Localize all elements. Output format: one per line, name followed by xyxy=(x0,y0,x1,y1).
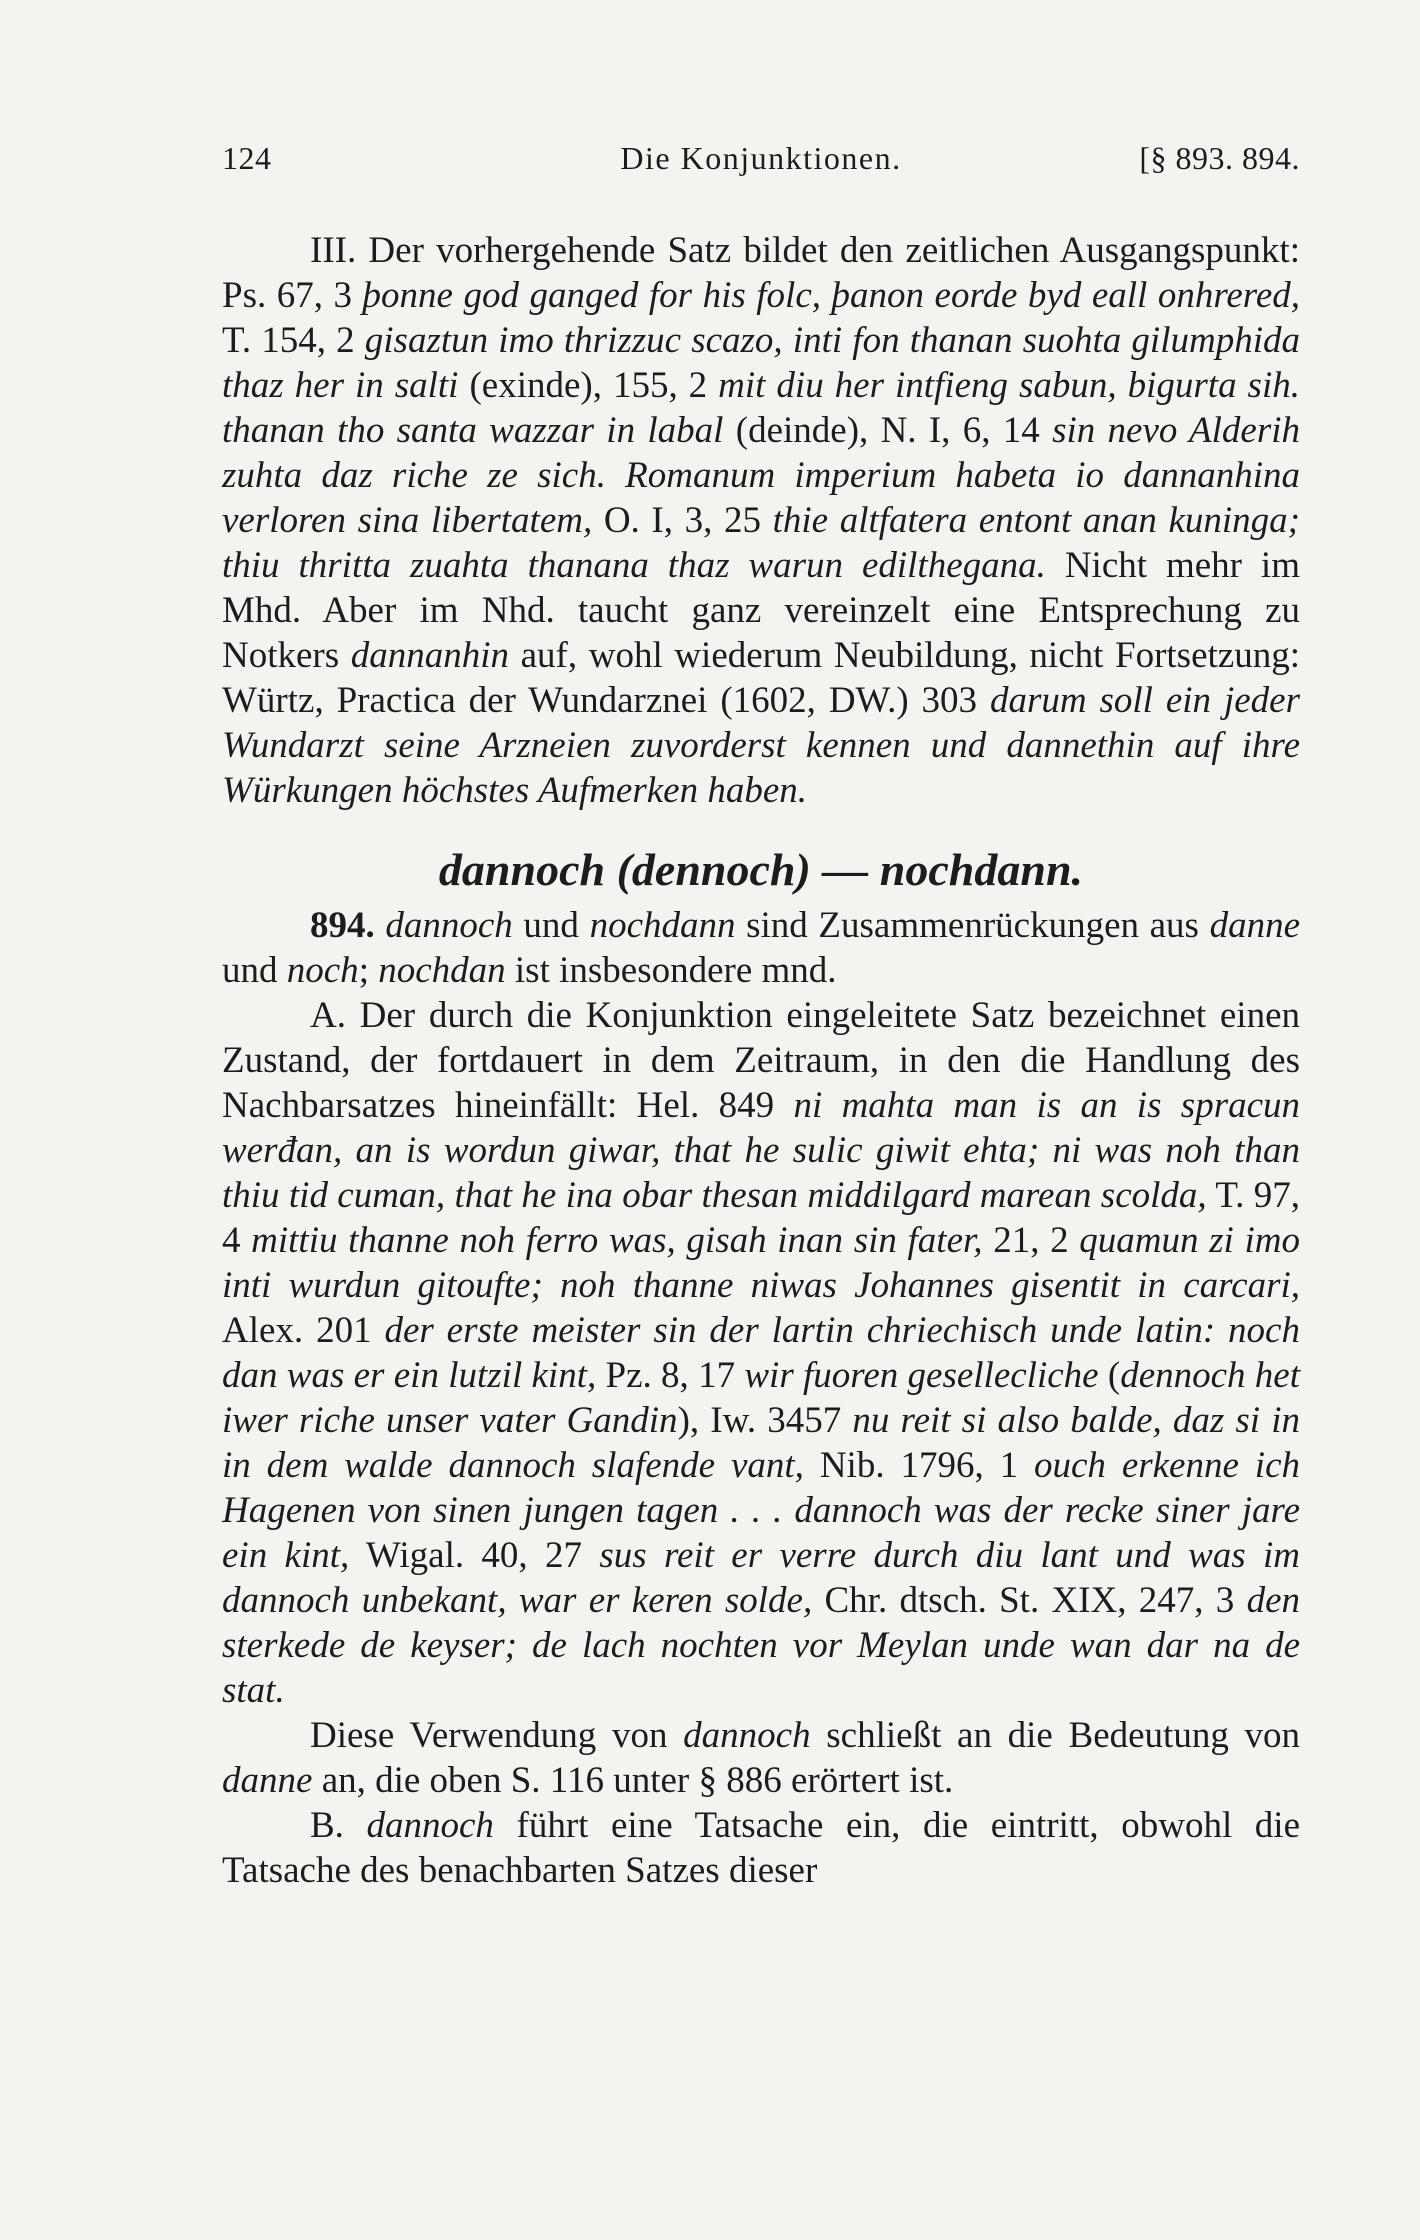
quoted-text: ouch erkenne ich Hagenen von sinen jungen tagen . . . dannoch was der recke siner jare ein kint, xyxy=(222,1445,1300,1576)
text-run: III. Der vorhergehende Satz bildet den zeitlichen Ausgangspunkt: Ps. 67, 3 xyxy=(222,230,1300,316)
text-run: und xyxy=(512,905,590,946)
quoted-text: noch xyxy=(286,950,359,991)
paragraph-a xyxy=(222,993,1300,1713)
quoted-text: sin nevo Alderih zuhta daz riche ze sich. Romanum imperium habeta io dannanhina verloren sina libertatem, xyxy=(222,410,1300,541)
quoted-text: ni mahta man is an is spracun werđan, an is wordun giwar, that he sulic giwit ehta; ni was noh than thiu tid cuman, that he ina obar thesan middilgard marean scolda, xyxy=(222,1085,1301,1216)
text-run: B. xyxy=(310,1805,367,1846)
quoted-text: quamun zi imo inti wurdun gitoufte; noh thanne niwas Johannes gisentit in carcari, xyxy=(222,1220,1300,1306)
text-run: A. Der durch die Konjunktion eingeleitete Satz bezeichnet einen Zustand, der fortdauert in dem Zeitraum, in den die Handlung des Nachbarsatzes hineinfällt: Hel. 849 xyxy=(222,995,1300,1126)
quoted-text: sus reit er verre durch diu lant und was im dannoch unbekant, war er keren solde, xyxy=(222,1535,1300,1621)
text-run: ist insbesondere mnd. xyxy=(505,950,837,991)
paragraph-b xyxy=(222,1803,1300,1893)
quoted-text: nochdann xyxy=(589,905,736,946)
quoted-text: dannoch xyxy=(385,905,513,946)
paragraph-diese xyxy=(222,1713,1300,1803)
text-run xyxy=(375,905,386,946)
text-run: T. 154, 2 xyxy=(222,320,365,361)
text-run: Nicht mehr im Mhd. Aber im Nhd. taucht ganz vereinzelt eine Entsprechung zu Notkers xyxy=(222,545,1300,676)
paragraph-894 xyxy=(222,903,1300,993)
section-number: 894. xyxy=(310,905,375,946)
quoted-text: darum soll ein jeder Wundarzt seine Arzneien zuvorderst kennen und dannethin auf ihre Würkungen höchstes Aufmerken haben. xyxy=(222,680,1300,811)
text-run: auf, wohl wiederum Neubildung, nicht Fortsetzung: Würtz, Practica der Wundarznei (1602, DW.) 303 xyxy=(222,635,1300,721)
quoted-text: gisaztun imo thrizzuc scazo, inti fon thanan suohta gilumphida thaz her in salti xyxy=(222,320,1300,406)
text-run: Diese Verwendung von xyxy=(310,1715,684,1756)
page-number: 124 xyxy=(222,140,272,176)
quoted-text: danne xyxy=(1209,905,1300,946)
running-title: Die Konjunktionen. xyxy=(620,140,902,176)
paragraph-iii xyxy=(222,228,1300,813)
quoted-text: dannoch xyxy=(683,1715,811,1756)
body-text xyxy=(222,228,1300,1893)
running-header xyxy=(222,140,1300,190)
quoted-text: dannanhin xyxy=(350,635,510,676)
quoted-text: der erste meister sin der lartin chriechisch unde latin: noch dan was er ein lutzil kint, xyxy=(222,1310,1300,1396)
text-run: dannoch (dennoch) — nochdann. xyxy=(438,844,1084,895)
quoted-text: dennoch het iwer riche unser vater Gandin xyxy=(222,1355,1301,1441)
quoted-text: dannoch xyxy=(366,1805,494,1846)
quoted-text: þonne god ganged for his folc, þanon eorde byd eall onhrered, xyxy=(362,275,1300,316)
quoted-text: danne xyxy=(222,1760,313,1801)
text-run: sind Zusammenrückungen aus xyxy=(735,905,1210,946)
text-run: an, die oben S. 116 unter § 886 erörtert ist. xyxy=(312,1760,954,1801)
quoted-text: nochdan xyxy=(378,950,506,991)
text-run: Chr. dtsch. St. XIX, 247, 3 xyxy=(812,1580,1247,1621)
quoted-text: mittiu thanne noh ferro was, gisah inan sin fater, xyxy=(251,1220,983,1261)
text-run: ), Iw. 3457 xyxy=(677,1400,853,1441)
text-run: Nib. 1796, 1 xyxy=(803,1445,1034,1486)
text-run: T. 97, 4 xyxy=(222,1175,1300,1261)
text-run: (deinde), N. I, 6, 14 xyxy=(723,410,1053,451)
text-run: Wigal. 40, 27 xyxy=(349,1535,600,1576)
text-run: ( xyxy=(1098,1355,1121,1396)
text-run: 21, 2 xyxy=(982,1220,1080,1261)
section-reference: [§ 893. 894. xyxy=(1139,140,1300,176)
text-run: Pz. 8, 17 xyxy=(596,1355,745,1396)
quoted-text: thie altfatera entont anan kuninga; thiu thritta zuahta thanana thaz warun edilthegana. xyxy=(222,500,1300,586)
text-run: schließt an die Bedeutung von xyxy=(810,1715,1300,1756)
quoted-text: mit diu her intfieng sabun, bigurta sih. thanan tho santa wazzar in labal xyxy=(222,365,1300,451)
text-run: O. I, 3, 25 xyxy=(592,500,773,541)
section-heading xyxy=(222,841,1300,899)
text-run: (exinde), 155, 2 xyxy=(458,365,719,406)
quoted-text: den sterkede de keyser; de lach nochten vor Meylan unde wan dar na de stat. xyxy=(222,1580,1300,1711)
quoted-text: wir fuoren gesellecliche xyxy=(744,1355,1099,1396)
text-run: Alex. 201 xyxy=(222,1310,385,1351)
quoted-text: nu reit si also balde, daz si in in dem walde dannoch slafende vant, xyxy=(222,1400,1300,1486)
text-run: und xyxy=(222,950,287,991)
text-run: führt eine Tatsache ein, die eintritt, obwohl die Tatsache des benachbarten Satzes dieser xyxy=(222,1805,1300,1891)
text-run: ; xyxy=(358,950,379,991)
